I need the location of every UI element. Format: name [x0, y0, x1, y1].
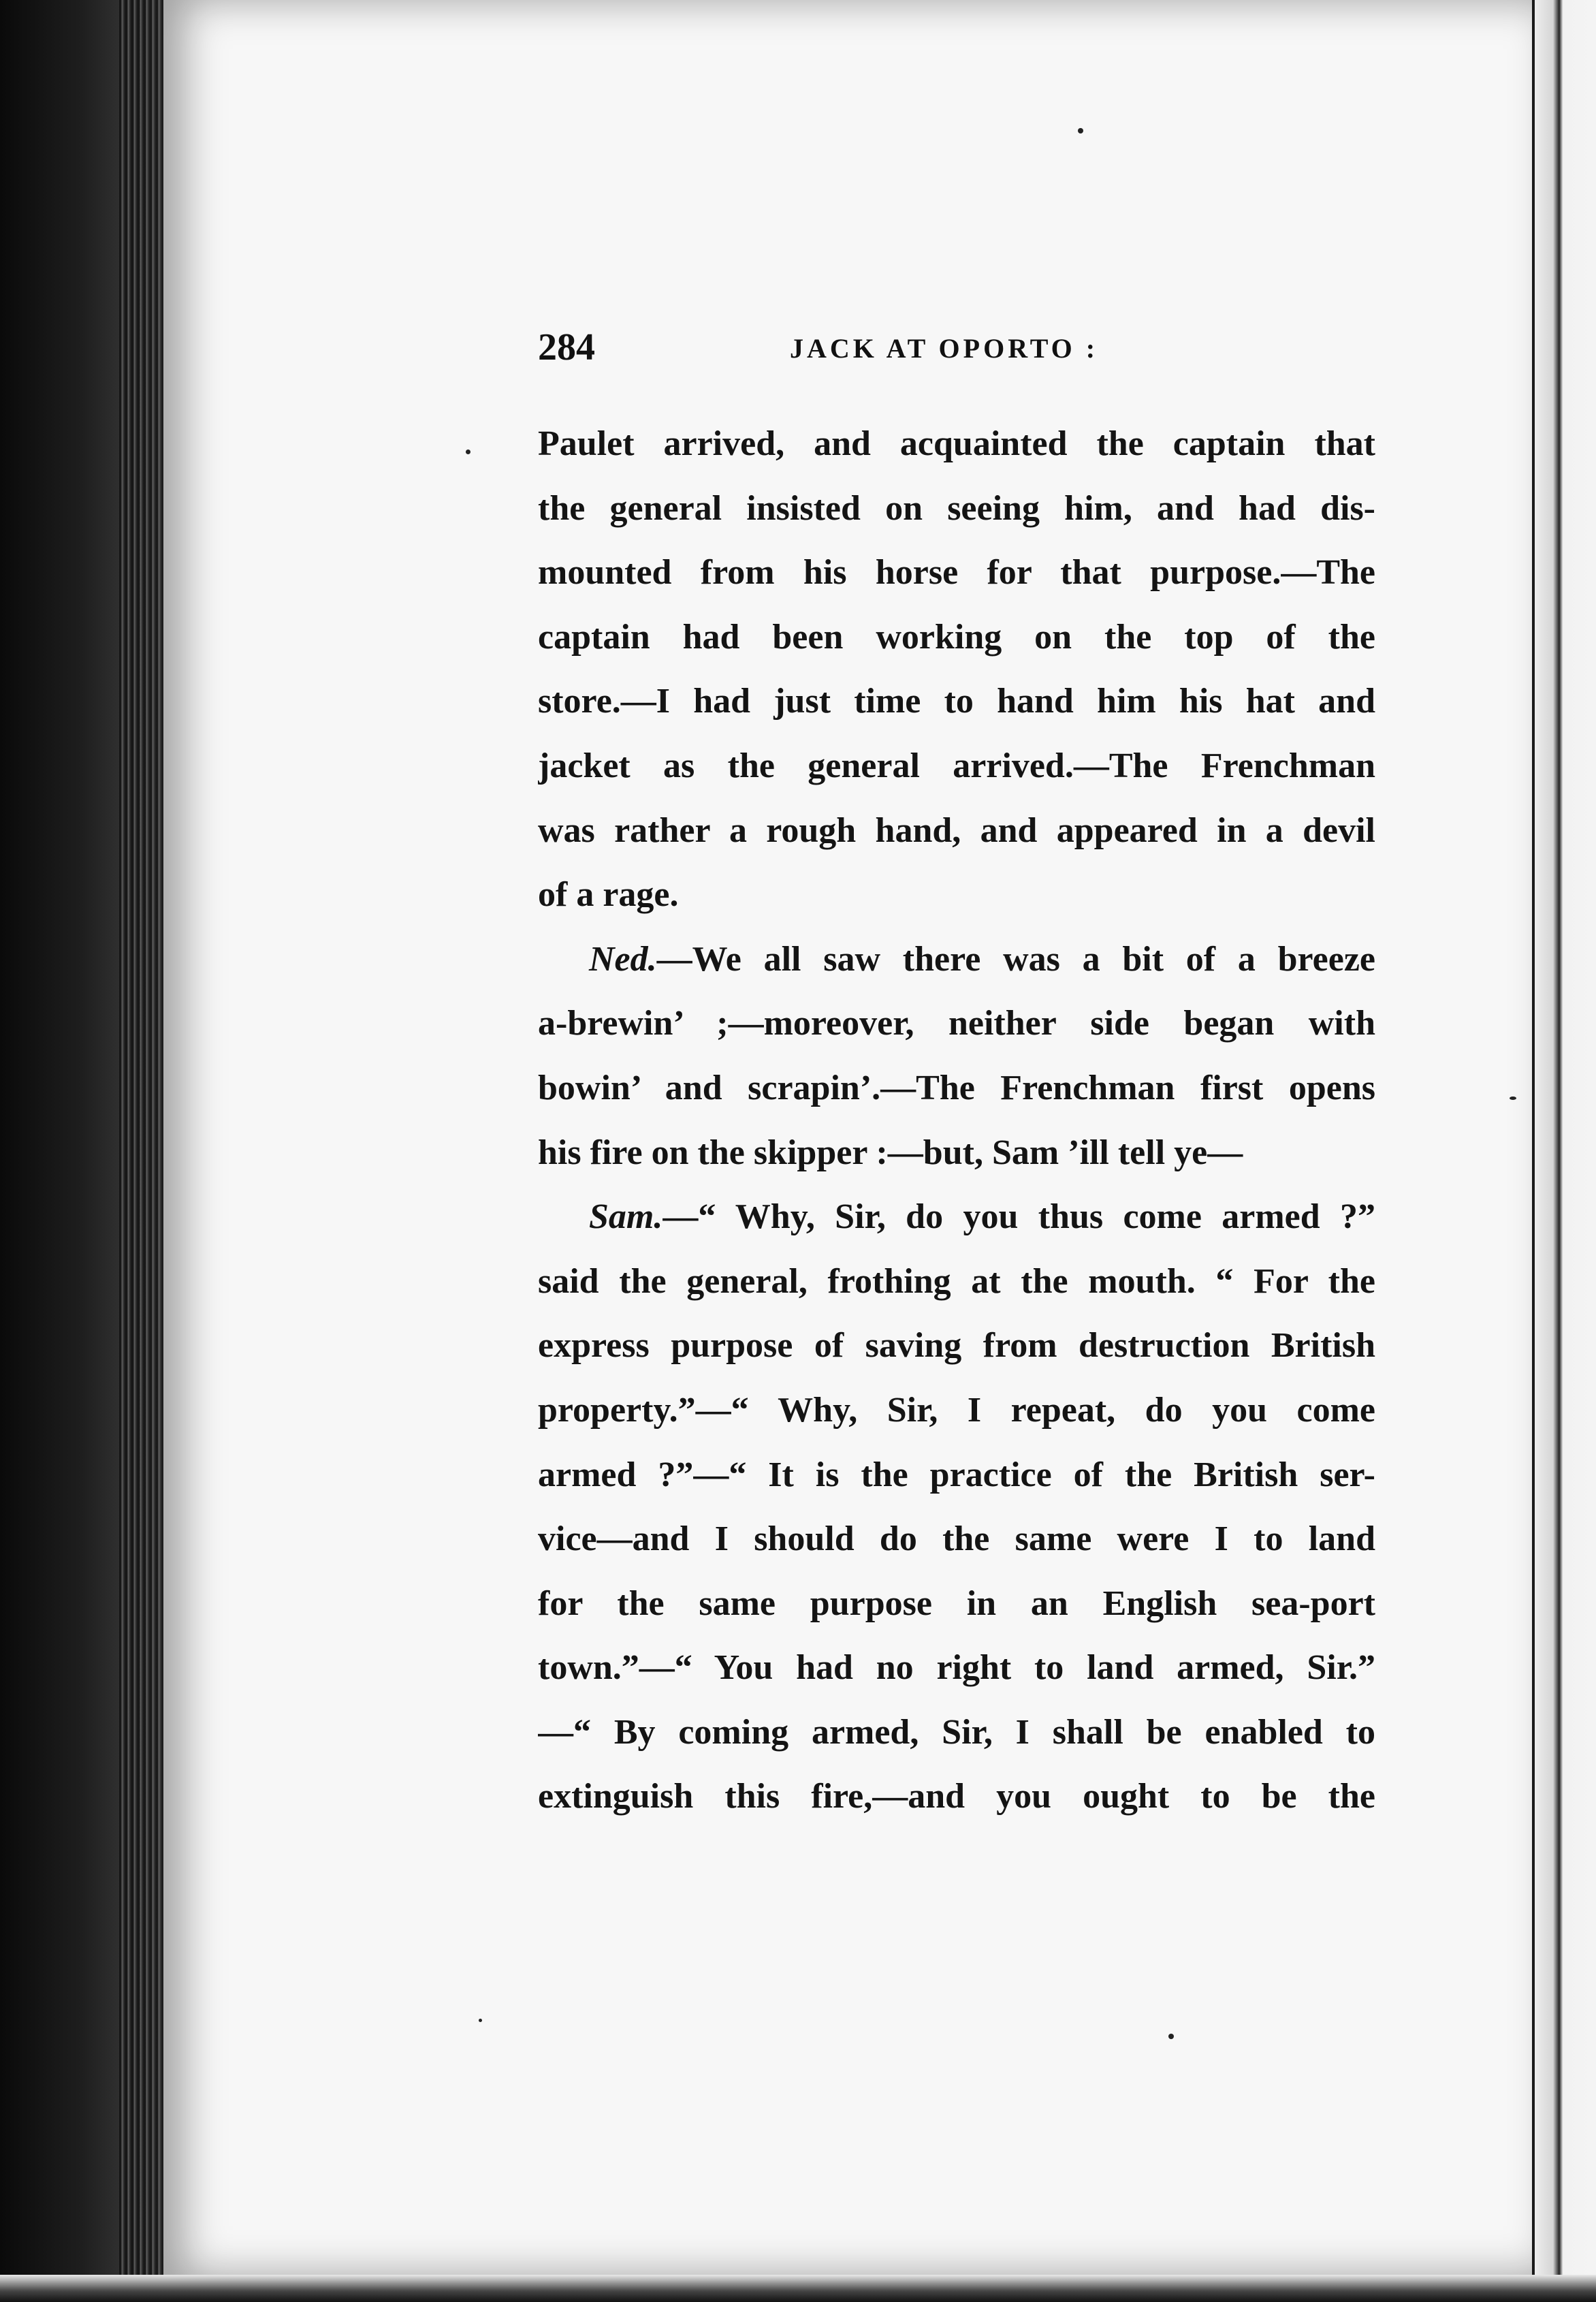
right-page-edge	[1535, 0, 1596, 2302]
text-line: said the general, frothing at the mouth. “ For the	[538, 1261, 1375, 1301]
text-line: his fire on the skipper :—but, Sam ’ill tell ye—	[538, 1133, 1243, 1172]
ink-speck	[1078, 128, 1083, 133]
ink-speck	[1510, 1097, 1516, 1100]
text-line: vice—and I should do the same were I to land	[538, 1519, 1375, 1559]
text-line: express purpose of saving from destruction British	[538, 1326, 1375, 1366]
text-line: for the same purpose in an English sea-port	[538, 1583, 1375, 1623]
text-line: mounted from his horse for that purpose.—The	[538, 553, 1375, 593]
text-line: a-brewin’ ;—moreover, neither side began with	[538, 1004, 1375, 1043]
text-line: armed ?”—“ It is the practice of the British ser-	[538, 1455, 1375, 1494]
text-line: property.”—“ Why, Sir, I repeat, do you come	[538, 1390, 1375, 1430]
text-line: Paulet arrived, and acquainted the captain that	[538, 424, 1375, 463]
text-line	[538, 928, 1375, 992]
page-edges	[119, 0, 167, 2302]
dialogue-text: —“ Why, Sir, do you thus come armed ?”	[663, 1197, 1375, 1237]
text-line: bowin’ and scrapin’.—The Frenchman first opens	[538, 1068, 1375, 1107]
text-line: the general insisted on seeing him, and had dis-	[538, 488, 1375, 528]
text-line: of a rage.	[538, 875, 679, 915]
page-header	[538, 326, 1382, 387]
ink-speck	[1168, 2034, 1174, 2039]
text-line: was rather a rough hand, and appeared in a devil	[538, 810, 1375, 850]
text-line: —“ By coming armed, Sir, I shall be enabled to	[538, 1712, 1375, 1752]
text-line: town.”—“ You had no right to land armed, Sir.”	[538, 1648, 1375, 1688]
bottom-page-edge	[0, 2275, 1596, 2302]
text-line: store.—I had just time to hand him his hat and	[538, 682, 1375, 721]
speaker-name: Ned.	[589, 939, 657, 979]
body-text	[538, 412, 1375, 1829]
ink-speck	[479, 2019, 482, 2022]
text-line: extinguish this fire,—and you ought to be the	[538, 1777, 1375, 1816]
dialogue-text: —We all saw there was a bit of a breeze	[656, 939, 1375, 979]
page-number: 284	[538, 326, 595, 368]
text-line	[538, 1185, 1375, 1250]
running-head: JACK AT OPORTO :	[790, 333, 1099, 364]
text-line: captain had been working on the top of the	[538, 617, 1375, 657]
speaker-name: Sam.	[589, 1197, 663, 1237]
ink-speck	[466, 450, 470, 454]
text-line: jacket as the general arrived.—The Frenchman	[538, 746, 1375, 785]
